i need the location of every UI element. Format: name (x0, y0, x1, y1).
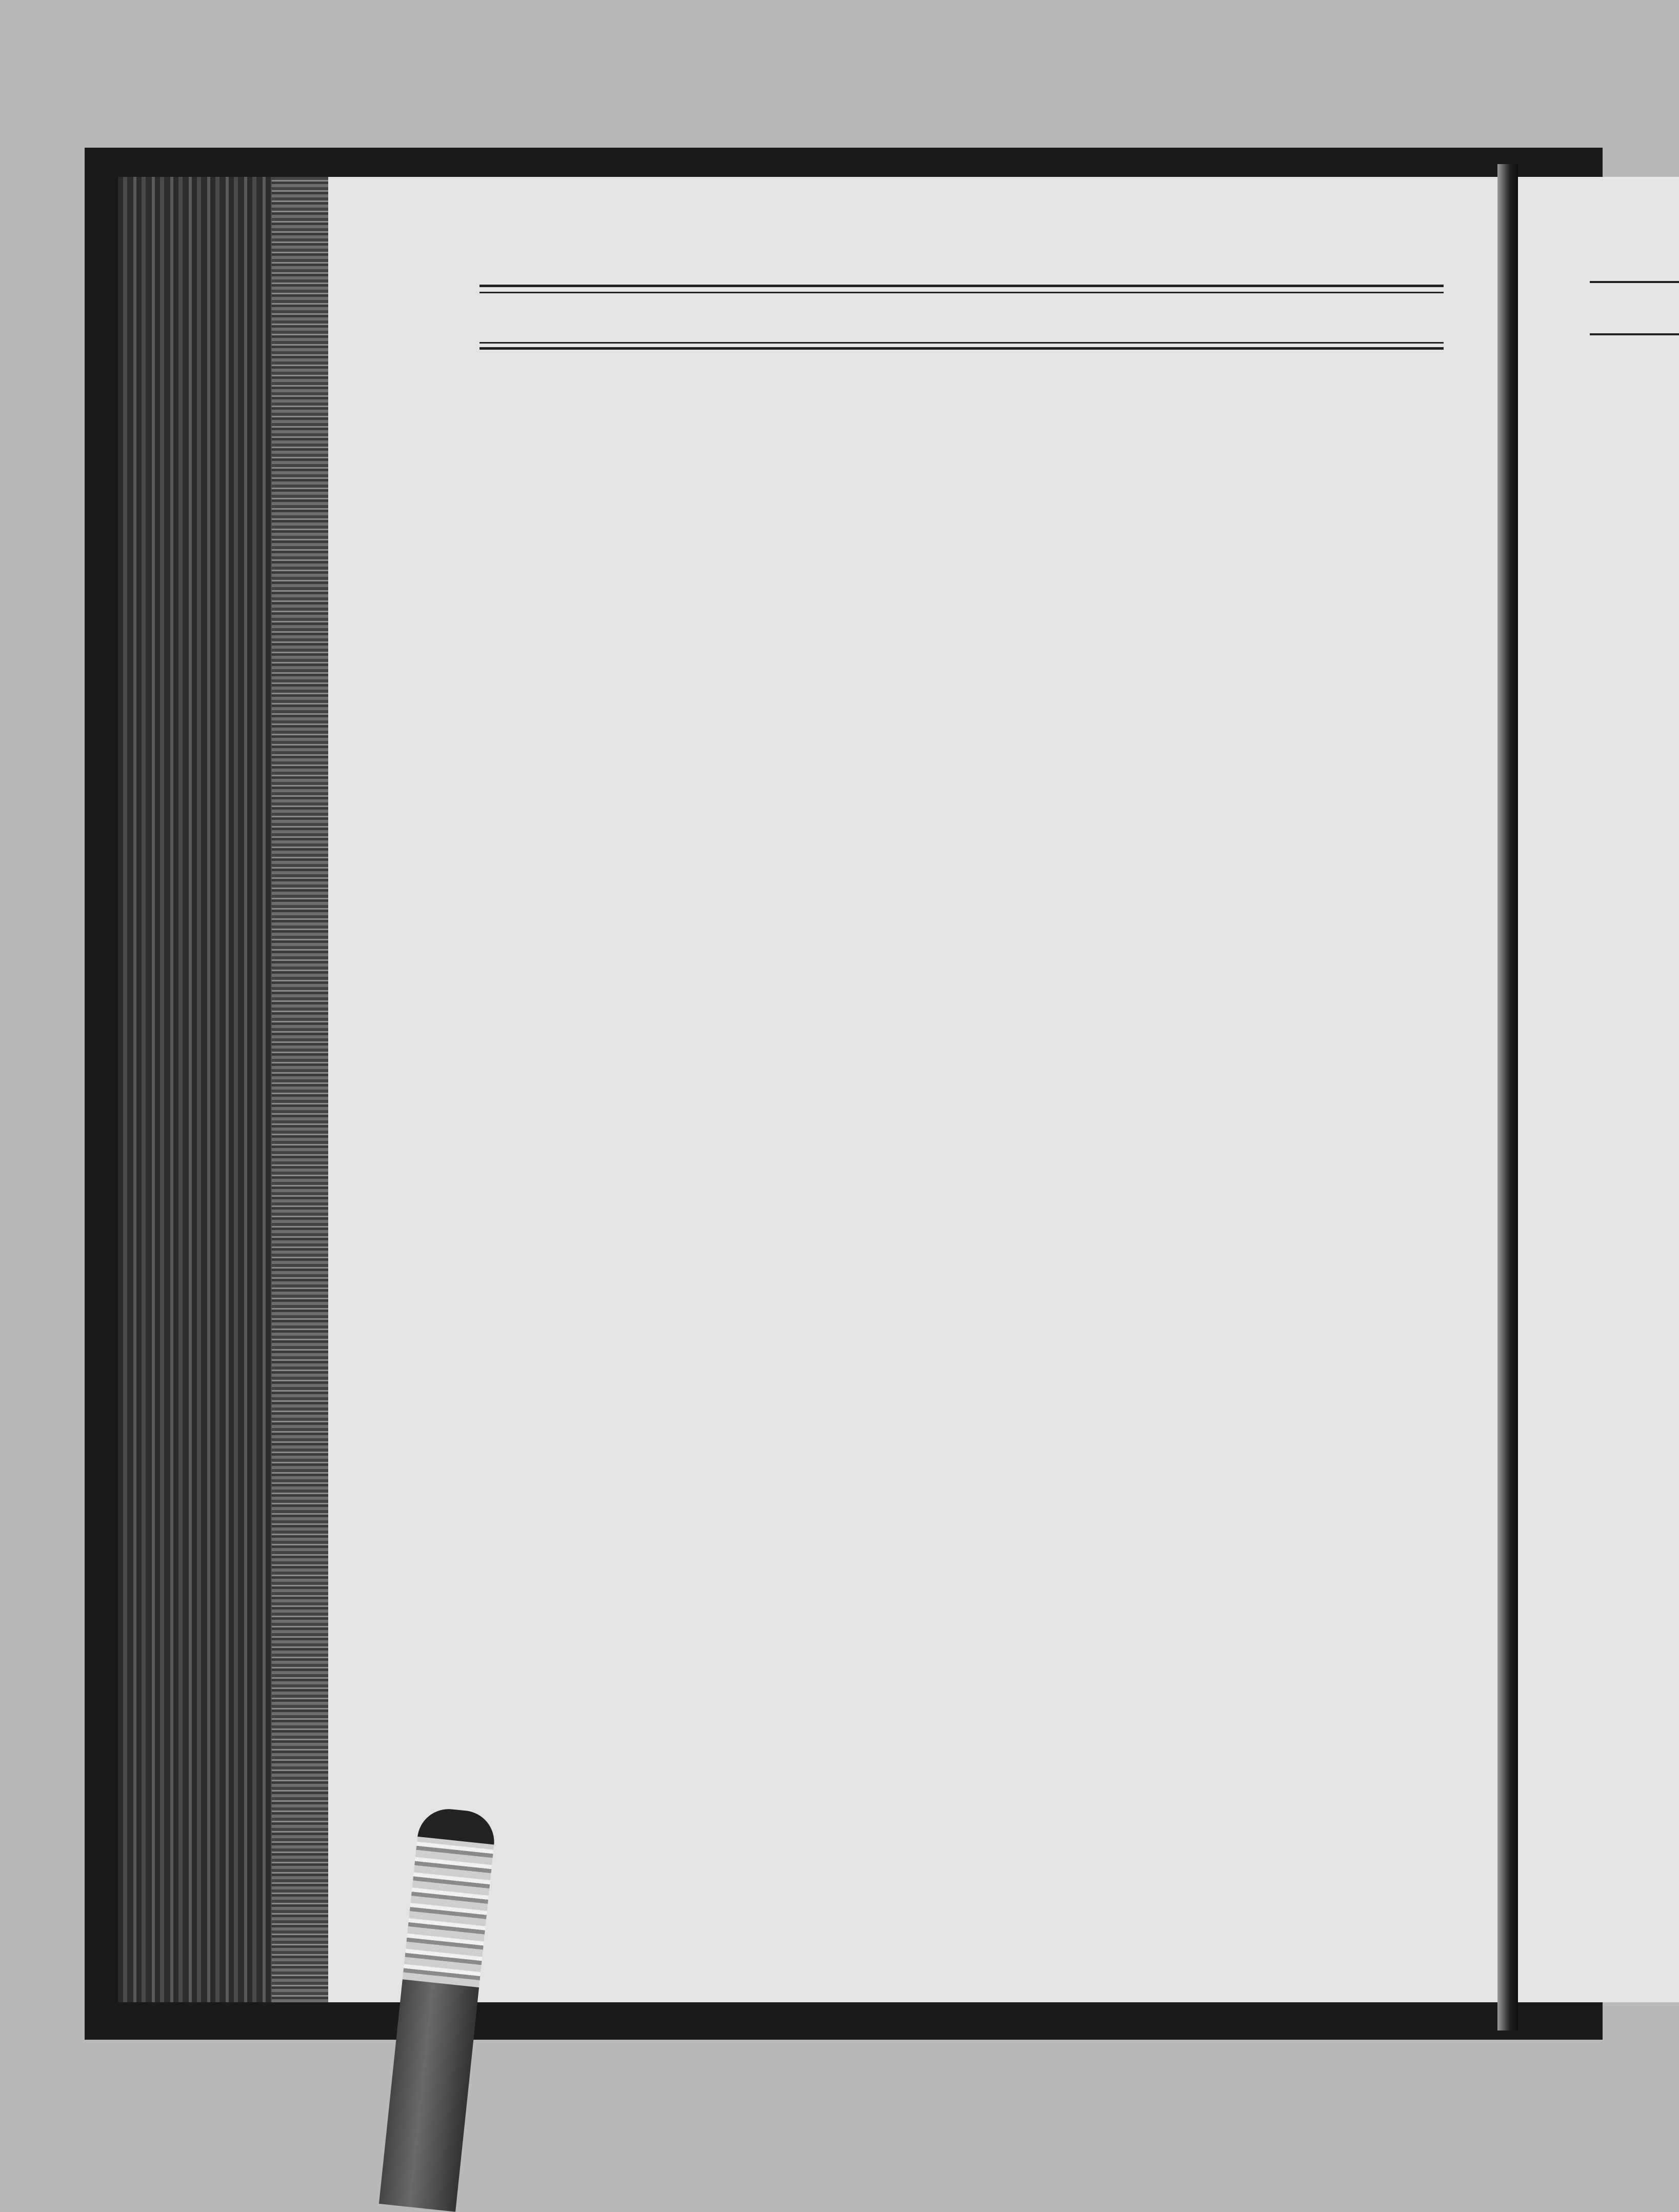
header-rule-bottom-thin (479, 342, 1444, 344)
facing-header-rule-top (1590, 281, 1679, 283)
page-edges (118, 177, 328, 2002)
page-edge-speckle (272, 177, 328, 2002)
page-header (479, 285, 1444, 356)
header-rule-bottom-thick (479, 347, 1444, 350)
header-rule-top-thick (479, 285, 1444, 287)
book-gutter (1497, 164, 1518, 2030)
left-page (328, 177, 1497, 2002)
facing-page (1518, 177, 1679, 2002)
header-rule-top-thin (479, 292, 1444, 293)
pencil-ferrule (403, 1837, 494, 1987)
facing-header-rule-bottom (1590, 333, 1679, 335)
